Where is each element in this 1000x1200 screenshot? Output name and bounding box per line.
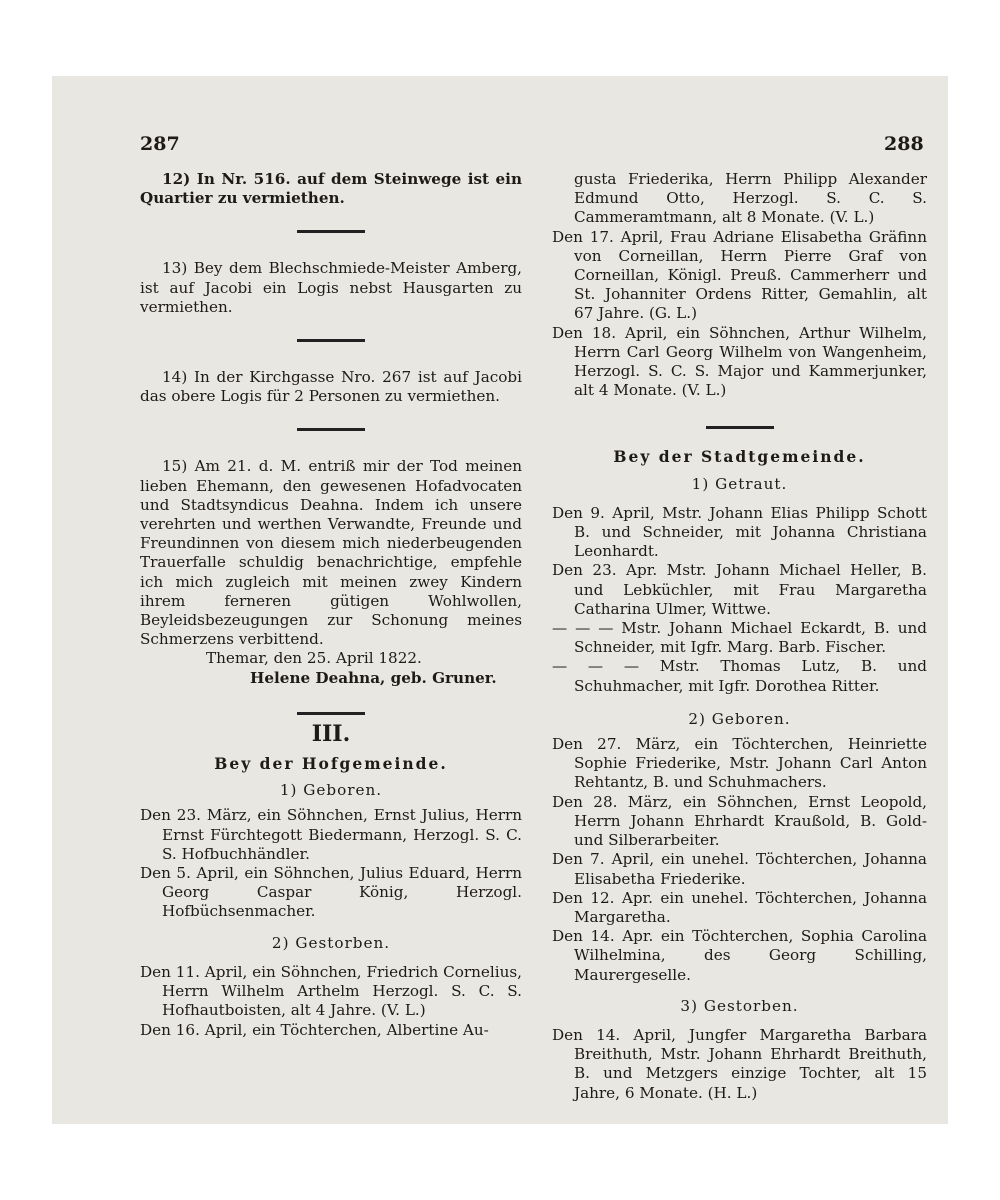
ad-12: 12) In Nr. 516. auf dem Steinwege ist ein Quartier zu vermiethen. [140,170,522,208]
page-number-right: 288 [884,133,924,155]
entry-born-3: Den 27. März, ein Töchterchen, Heinriette Sophie Friederike, Mstr. Johann Carl Anton Rehtantz, B. und Schuhmachers. [552,735,927,792]
subheading-born: 2) Geboren. [688,709,791,728]
page-number-left: 287 [140,133,180,155]
entry-died-1: Den 11. April, ein Söhnchen, Friedrich Cornelius, Herrn Wilhelm Arthelm Herzogl. S. C. S. Hofhautboisten, alt 4 Jahre. (V. L.) [140,962,522,1020]
entry-born-1: Den 23. März, ein Söhnchen, Ernst Julius, Herrn Ernst Fürchtegott Biedermann, Herzogl. S. C. S. Hofbuchhändler. [140,806,522,863]
entry-born-4: Den 28. März, ein Söhnchen, Ernst Leopold, Herrn Johann Ehrhardt Kraußold, B. Gold- und Silberarbeiter. [552,792,927,850]
entry-died-3: Den 17. April, Frau Adriane Elisabetha Gräfinn von Corneillan, Herrn Pierre Graf von Corneillan, Königl. Preuß. Cammerherr und St. Johanniter Ordens Ritter, Gemahlin, alt 67 Jahre. (G. L.) [552,227,927,323]
entry-continued: gusta Friederika, Herrn Philipp Alexander Edmund Otto, Herzogl. S. C. S. Cammeramtmann, alt 8 Monate. (V. L.) [574,170,927,227]
subheading-died: 3) Gestorben. [680,996,799,1015]
place-date: Themar, den 25. April 1822. [206,649,422,668]
signature: Helene Deahna, geb. Gruner. [250,668,497,687]
entry-born-6: Den 12. Apr. ein unehel. Töchterchen, Johanna Margaretha. [552,888,927,926]
subheading-died: 2) Gestorben. [271,933,391,952]
entry-married-2: Den 23. Apr. Mstr. Johann Michael Heller, B. und Lebküchler, mit Frau Margaretha Catharina Ulmer, Wittwe. [552,561,927,618]
ad-15-obituary: 15) Am 21. d. M. entriß mir der Tod meinen lieben Ehemann, den gewesenen Hofadvocaten und Stadtsyndicus Deahna. Indem ich unsere verehrten und werthen Verwandte, Freunde und Freundinnen von diesem mich niederbeugenden Trauerfalle schuldig benachrichtige, empfehle ich mich zugleich mit meinen zwey Kindern ihrem ferneren gütigen Wohlwollen, Beyleidsbezeugungen zur Schonung meines Schmerzens verbittend. [140,457,522,649]
entry-married-3: — — — Mstr. Johann Michael Eckardt, B. und Schneider, mit Igfr. Marg. Barb. Fischer. [552,619,927,657]
entry-born-5: Den 7. April, ein unehel. Töchterchen, Johanna Elisabetha Friederike. [552,850,927,888]
subheading-born: 1) Geboren. [279,781,383,800]
entry-married-4: — — — Mstr. Thomas Lutz, B. und Schuhmacher, mit Igfr. Dorothea Ritter. [552,657,927,695]
entry-died-2: Den 16. April, ein Töchterchen, Albertine Au- [140,1020,489,1039]
section-roman-numeral: III. [311,720,351,747]
ad-13: 13) Bey dem Blechschmiede-Meister Amberg, ist auf Jacobi ein Logis nebst Hausgarten zu vermiethen. [140,259,522,316]
section-heading-hofgemeinde: Bey der Hofgemeinde. [214,754,448,774]
entry-died-5: Den 14. April, Jungfer Margaretha Barbara Breithuth, Mstr. Johann Ehrhardt Breithuth, B. und Metzgers einzige Tochter, alt 15 Jahre, 6 Monate. (H. L.) [552,1025,927,1102]
right-column [552,170,927,1103]
entry-born-7: Den 14. Apr. ein Töchterchen, Sophia Carolina Wilhelmina, des Georg Schilling, Maurergeselle. [552,927,927,984]
entry-married-1: Den 9. April, Mstr. Johann Elias Philipp Schott B. und Schneider, mit Johanna Christiana Leonhardt. [552,503,927,561]
entry-died-4: Den 18. April, ein Söhnchen, Arthur Wilhelm, Herrn Carl Georg Wilhelm von Wangenheim, Herzogl. S. C. S. Major und Kammerjunker, alt 4 Monate. (V. L.) [552,323,927,400]
subheading-married: 1) Getraut. [691,474,788,493]
left-column [140,170,522,1040]
section-heading-stadtgemeinde: Bey der Stadtgemeinde. [613,447,866,467]
ad-14: 14) In der Kirchgasse Nro. 267 ist auf Jacobi das obere Logis für 2 Personen zu vermiethen. [140,368,522,406]
entry-born-2: Den 5. April, ein Söhnchen, Julius Eduard, Herrn Georg Caspar König, Herzogl. Hofbüchsenmacher. [140,864,522,921]
